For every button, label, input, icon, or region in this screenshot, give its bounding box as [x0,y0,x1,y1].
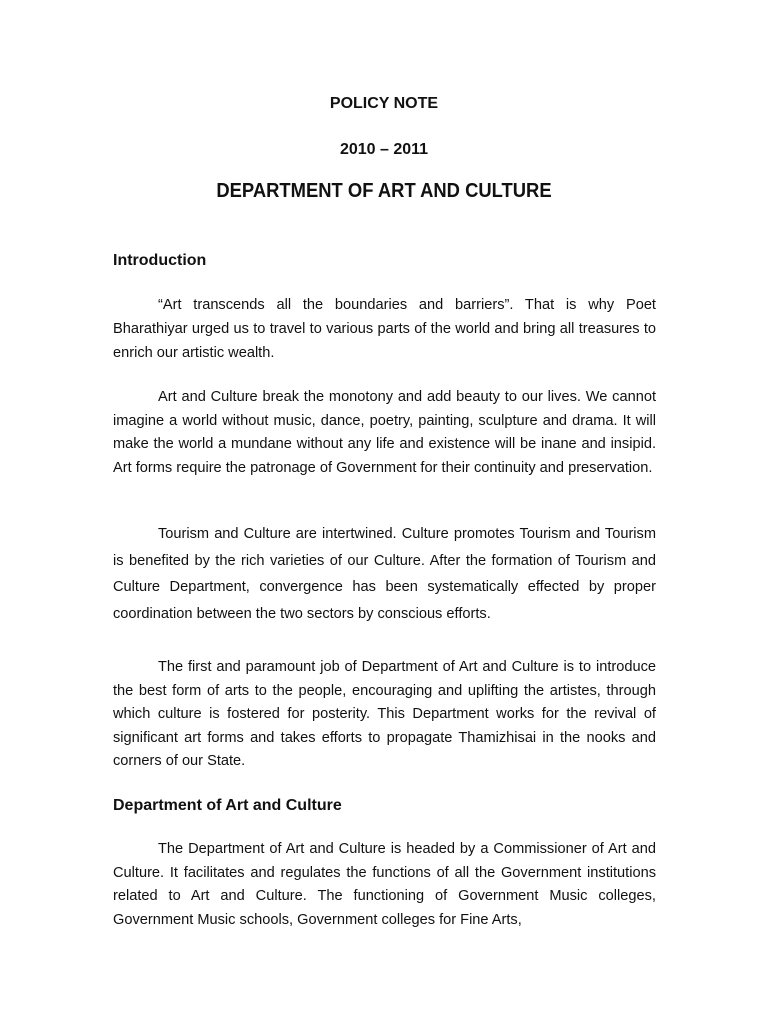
department-title: DEPARTMENT OF ART AND CULTURE [216,180,552,202]
document-title: POLICY NOTE [329,95,439,112]
intro-paragraph-4: The first and paramount job of Department of Art and Culture is to introduce the best form of arts to the people, encouraging and uplifting the artistes, through which culture is fostered for posterity. This Department works for the revival of significant art forms and takes efforts to propagate Thamizhisai in the nooks and corners of our State. [113,659,656,769]
department-section-heading: Department of Art and Culture [113,797,342,814]
department-paragraph-1: The Department of Art and Culture is headed by a Commissioner of Art and Culture. It facilitates and regulates the functions of all the Government institutions related to Art and Culture. The functioning of Government Music colleges, Government Music schools, Government colleges for Fine Arts, [113,841,656,928]
intro-paragraph-3: Tourism and Culture are intertwined. Culture promotes Tourism and Tourism is benefited by the rich varieties of our Culture. After the formation of Tourism and Culture Department, convergence has been systematically effected by proper coordination between the two sectors by conscious efforts. [113,526,656,622]
intro-paragraph-2: Art and Culture break the monotony and add beauty to our lives. We cannot imagine a world without music, dance, poetry, painting, sculpture and drama. It will make the world a mundane without any life and existence will be inane and insipid. Art forms require the patronage of Government for their continuity and preservation. [113,389,656,476]
document-year: 2010 – 2011 [339,141,429,158]
intro-paragraph-1: “Art transcends all the boundaries and barriers”. That is why Poet Bharathiyar urged us to travel to various parts of the world and bring all treasures to enrich our artistic wealth. [113,297,656,361]
introduction-heading: Introduction [113,252,207,269]
